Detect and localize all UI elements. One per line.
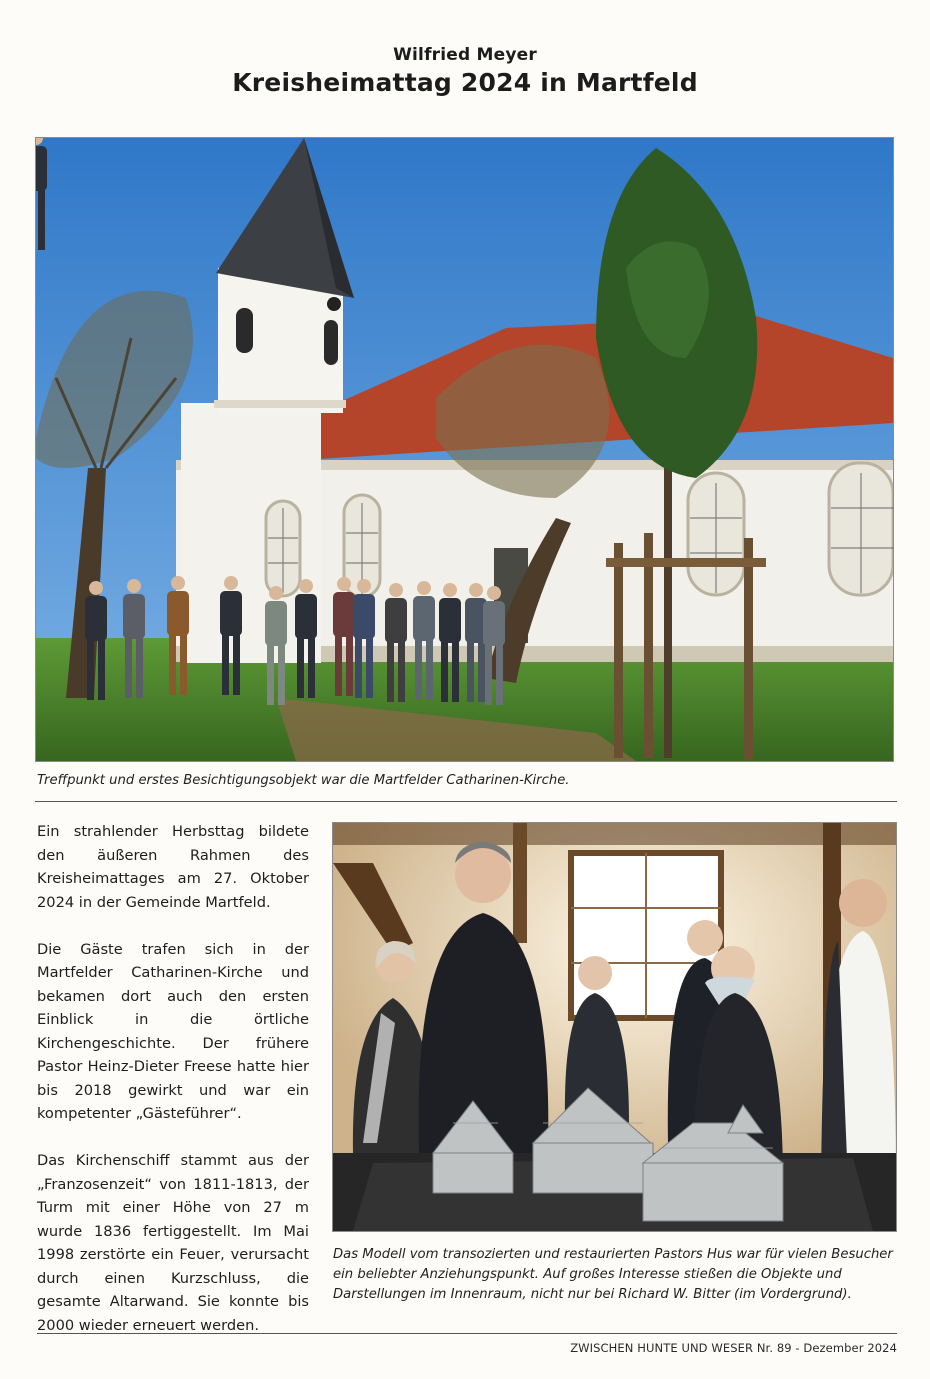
paragraph-1: Ein strahlender Herbsttag bildete den äußeren Rahmen des Kreisheimattages am 27. Oktober 2024 in der Gemeinde Martfeld.	[37, 823, 309, 911]
article-text-column	[37, 820, 309, 1361]
divider-line	[35, 801, 897, 802]
footer-divider	[37, 1333, 897, 1334]
paragraph-2: Die Gäste trafen sich in der Martfelder Catharinen-Kirche und bekamen dort auch den ersten Einblick in die örtliche Kirchengeschichte. Der frühere Pastor Heinz-Dieter Freese hatte hier bis 2018 gewirkt und war ein kompetenter „Gästeführer“.	[37, 940, 309, 1122]
church-photo	[35, 137, 894, 762]
paragraph-3: Das Kirchenschiff stammt aus der „Franzosenzeit“ von 1811-1813, der Turm mit einer Höhe von 27 m wurde 1836 fertiggestellt. Im Mai 1998 zerstörte ein Feuer, verursacht durch einen Kurzschluss, die gesamte Altarwand. Sie konnte bis 2000 wieder erneuert werden.	[37, 1152, 309, 1334]
interior-model-photo	[332, 822, 897, 1232]
church-photo-caption: Treffpunkt und erstes Besichtigungsobjekt war die Martfelder Catharinen-Kirche.	[37, 773, 570, 788]
author-name: Wilfried Meyer	[393, 45, 537, 65]
footer-publication: ZWISCHEN HUNTE UND WESER Nr. 89 - Dezember 2024	[570, 1341, 897, 1355]
article-title: Kreisheimattag 2024 in Martfeld	[232, 68, 698, 97]
interior-photo-caption: Das Modell vom transozierten und restaurierten Pastors Hus war für vielen Besucher ein beliebter Anziehungspunkt. Auf großes Interesse stießen die Objekte und Darstellungen im Innenraum, nicht nur bei Richard W. Bitter (im Vordergrund).	[333, 1247, 893, 1302]
